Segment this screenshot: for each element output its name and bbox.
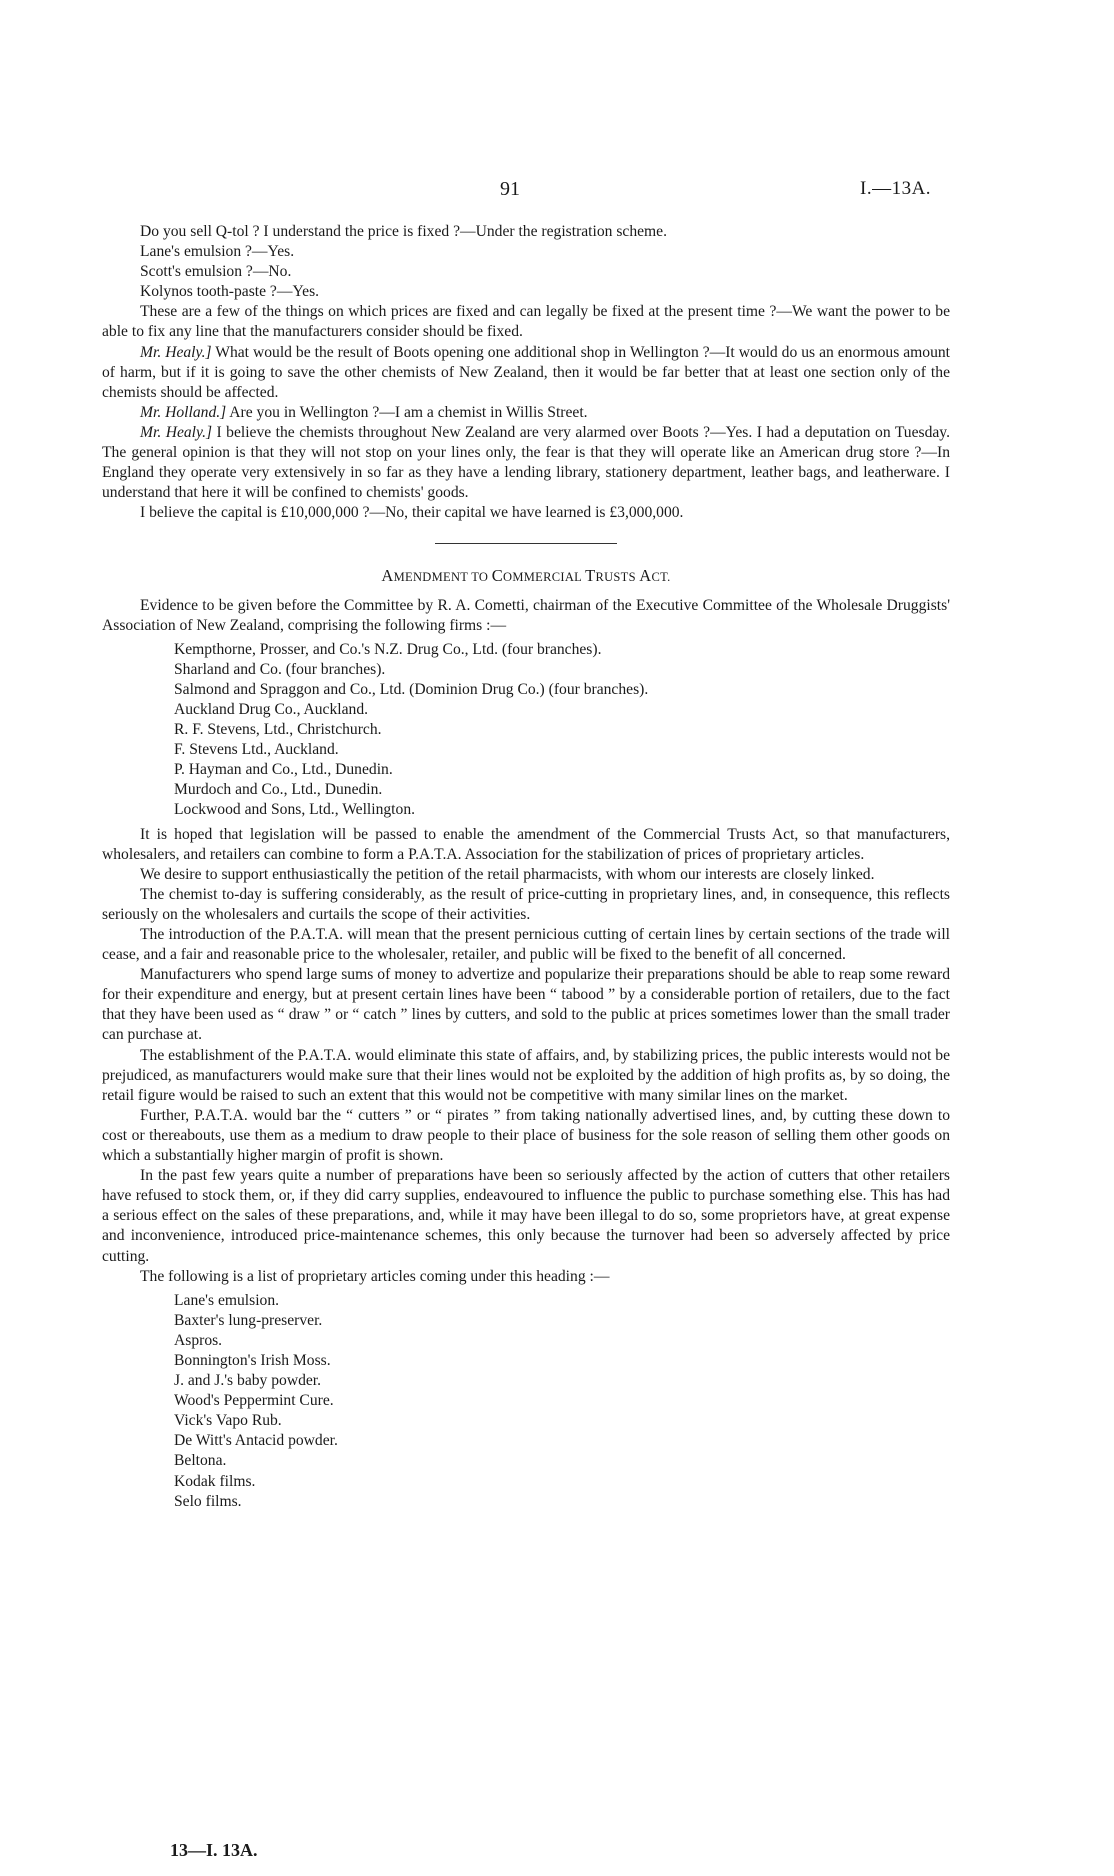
qa-line: Lane's emulsion ?—Yes. — [140, 243, 295, 261]
document-body — [102, 222, 950, 1516]
qa-line: I believe the capital is £10,000,000 ?—No, their capital we have learned is £3,000,000. — [140, 504, 684, 522]
article-item: Vick's Vapo Rub. — [174, 1412, 282, 1430]
paragraph: Further, P.A.T.A. would bar the “ cutters ” or “ pirates ” from taking nationally advertised lines, and, by cutting these down to cost or thereabouts, use them as a medium to draw people to their place of business for the sole reason of selling them other goods on which a substantially higher margin of profit is shown. — [102, 1106, 950, 1165]
firm-item: Kempthorne, Prosser, and Co.'s N.Z. Drug Co., Ltd. (four branches). — [174, 640, 602, 658]
article-item: De Witt's Antacid powder. — [174, 1432, 338, 1450]
qa-block — [102, 222, 950, 523]
article-item: Aspros. — [174, 1331, 223, 1349]
firm-item: P. Hayman and Co., Ltd., Dunedin. — [174, 761, 393, 779]
article-item: Wood's Peppermint Cure. — [174, 1392, 334, 1410]
firm-item: R. F. Stevens, Ltd., Christchurch. — [174, 721, 382, 739]
qa-line: Kolynos tooth-paste ?—Yes. — [140, 283, 320, 301]
article-item: Lane's emulsion. — [174, 1291, 280, 1309]
qa-line: Do you sell Q-tol ? I understand the price is fixed ?—Under the registration scheme. — [140, 223, 667, 240]
section-intro: Evidence to be given before the Committee by R. A. Cometti, chairman of the Executive Committee of the Wholesale Druggists' Association of New Zealand, comprising the following firms :— — [102, 596, 950, 634]
speaker-name: Mr. Holland.] — [140, 403, 227, 421]
speaker-name: Mr. Healy.] — [140, 343, 212, 361]
list-intro: The following is a list of proprietary articles coming under this heading :— — [140, 1267, 610, 1285]
section-paragraphs — [102, 825, 950, 1267]
article-item: Selo films. — [174, 1492, 242, 1510]
firm-item: Sharland and Co. (four branches). — [174, 660, 386, 678]
paragraph: In the past few years quite a number of preparations have been so seriously affected by the action of cutters that other retailers have refused to stock them, or, if they did carry supplies, endeavoured to influence the public to purchase something else. This has had a serious effect on the sales of these preparations, and, while it may have been illegal to do so, some proprietors have, at great expense and inconvenience, introduced price-maintenance schemes, this only because the turnover had been so adversely affected by price cutting. — [102, 1167, 950, 1265]
qa-line: Mr. Healy.] I believe the chemists throughout New Zealand are very alarmed over Boots ?—Yes. I had a deputation on Tuesday. The general opinion is that they will not stop on your lines only, the fear is that they will operate like an American drug store ?—In England they operate very extensively in so far as they have a lending library, stationery department, leather bags, and leatherware. I understand that here it will be confined to chemists' goods. — [102, 423, 950, 502]
paragraph: The introduction of the P.A.T.A. will mean that the present pernicious cutting of certain lines by certain sections of the trade will cease, and a fair and reasonable price to the wholesaler, retailer, and public will be fixed to the benefit of all concerned. — [102, 926, 950, 964]
qa-line: These are a few of the things on which prices are fixed and can legally be fixed at the present time ?—We want the power to be able to fix any line that the manufacturers consider should be fixed. — [102, 303, 950, 341]
firm-item: Salmond and Spraggon and Co., Ltd. (Dominion Drug Co.) (four branches). — [174, 680, 649, 698]
paragraph: Manufacturers who spend large sums of money to advertize and popularize their preparations should be able to reap some reward for their expenditure and energy, but at present certain lines have been “ tabood ” by a considerable portion of retailers, due to the fact that they have been used as “ draw ” or “ catch ” lines by cutters, and sold to the public at prices sometimes lower than the small trader can purchase at. — [102, 966, 950, 1044]
qa-line: Scott's emulsion ?—No. — [140, 263, 292, 281]
section-heading: AMENDMENT TO COMMERCIAL TRUSTS ACT. — [381, 566, 671, 586]
firm-item: Auckland Drug Co., Auckland. — [174, 700, 369, 718]
article-item: Baxter's lung-preserver. — [174, 1311, 323, 1329]
report-reference: I.—13A. — [860, 178, 932, 199]
article-item: Kodak films. — [174, 1472, 256, 1490]
firm-list — [102, 640, 950, 821]
article-item: J. and J.'s baby powder. — [174, 1372, 322, 1390]
firm-item: Lockwood and Sons, Ltd., Wellington. — [174, 801, 416, 819]
page-number: 91 — [500, 178, 520, 200]
paragraph: It is hoped that legislation will be passed to enable the amendment of the Commercial Trusts Act, so that manufacturers, wholesalers, and retailers can combine to form a P.A.T.A. Association for the stabilization of prices of proprietary articles. — [102, 825, 950, 863]
qa-line: Mr. Holland.] Are you in Wellington ?—I am a chemist in Willis Street. — [140, 403, 588, 421]
paragraph: We desire to support enthusiastically the petition of the retail pharmacists, with whom our interests are closely linked. — [140, 865, 875, 883]
speaker-name: Mr. Healy.] — [140, 423, 213, 441]
section-divider — [435, 543, 617, 544]
article-item: Bonnington's Irish Moss. — [174, 1351, 331, 1369]
qa-line: Mr. Healy.] What would be the result of Boots opening one additional shop in Wellington ?—It would do us an enormous amount of harm, but if it is going to save the other chemists of New Zealand, then it would be far better that at least one section only of the chemists should be affected. — [102, 343, 951, 401]
article-list — [102, 1291, 950, 1512]
paragraph: The establishment of the P.A.T.A. would eliminate this state of affairs, and, by stabilizing prices, the public interests would not be prejudiced, as manufacturers would make sure that their lines would not be exploited by the addition of high profits as, by so doing, the retail figure would be raised to such an extent that this would not be competitive with many similar lines on the market. — [102, 1046, 950, 1104]
firm-item: Murdoch and Co., Ltd., Dunedin. — [174, 781, 383, 799]
article-item: Beltona. — [174, 1452, 227, 1470]
firm-item: F. Stevens Ltd., Auckland. — [174, 741, 339, 759]
paragraph: The chemist to-day is suffering considerably, as the result of price-cutting in proprietary lines, and, in consequence, this reflects seriously on the wholesalers and curtails the scope of their activities. — [102, 885, 950, 923]
signature-mark: 13—I. 13A. — [170, 1840, 258, 1860]
